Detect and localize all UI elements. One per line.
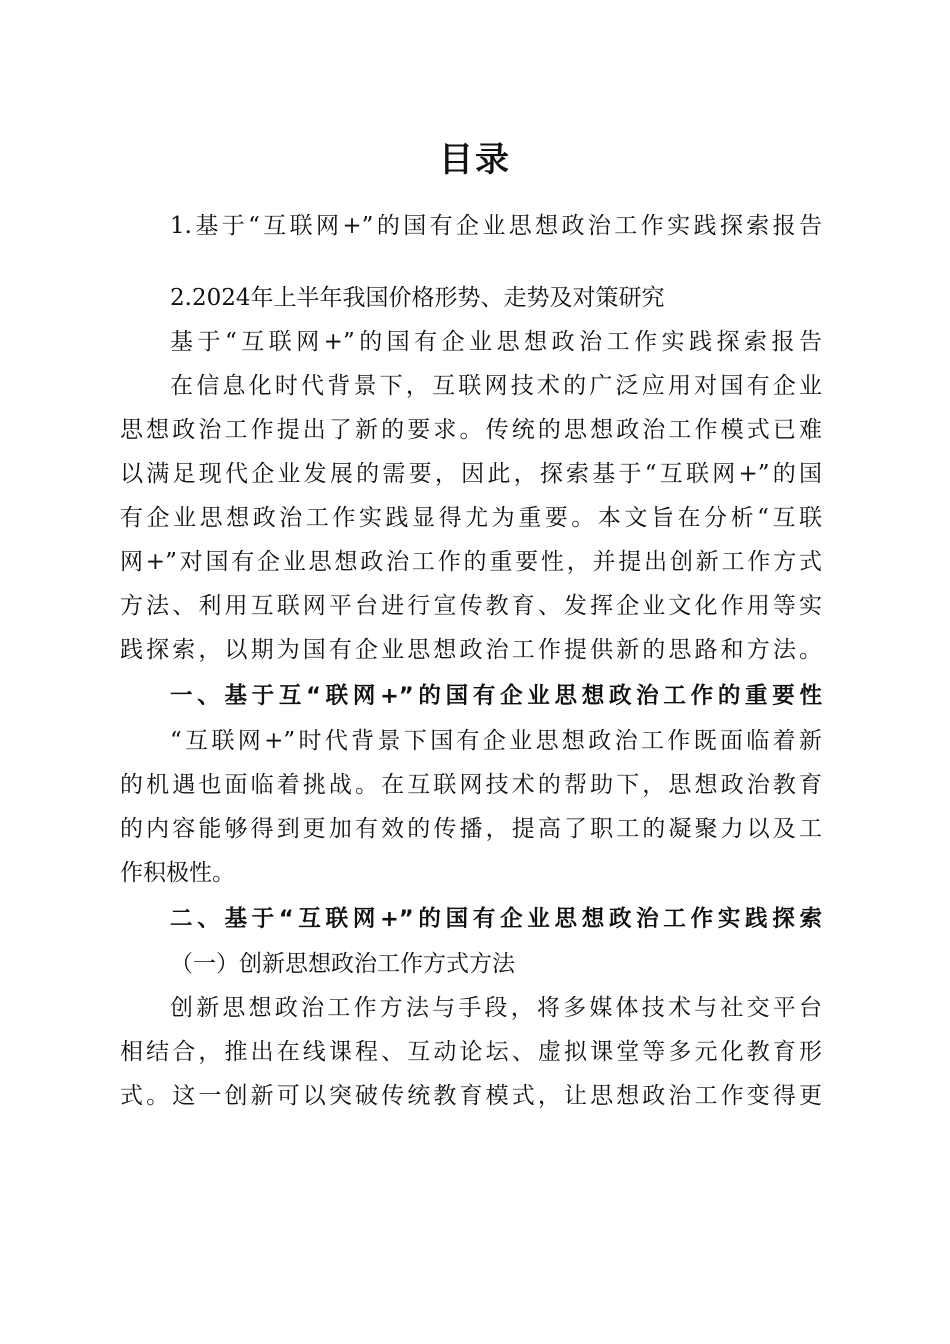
- section-2-heading: 二、基于“互联网+”的国有企业思想政治工作实践探索: [170, 906, 822, 932]
- section-1-line-2: 的机遇也面临着挑战。在互联网技术的帮助下，思想政治教育: [120, 772, 822, 798]
- intro-line-7: 践探索，以期为国有企业思想政治工作提供新的思路和方法。: [120, 637, 822, 663]
- section-1-heading: 一、基于互“联网+”的国有企业思想政治工作的重要性: [170, 683, 822, 709]
- intro-line-1: 在信息化时代背景下，互联网技术的广泛应用对国有企业: [170, 373, 822, 399]
- toc-item-2: 2.2024年上半年我国价格形势、走势及对策研究: [170, 285, 665, 311]
- subsection-1-line-3: 式。这一创新可以突破传统教育模式，让思想政治工作变得更: [120, 1083, 822, 1109]
- article-title: 基于“互联网+”的国有企业思想政治工作实践探索报告: [170, 329, 822, 355]
- toc-item-1: 1.基于“互联网+”的国有企业思想政治工作实践探索报告: [170, 213, 822, 239]
- intro-line-5: 网+”对国有企业思想政治工作的重要性，并提出创新工作方式: [120, 549, 822, 575]
- section-1-line-3: 的内容能够得到更加有效的传播，提高了职工的凝聚力以及工: [120, 816, 822, 842]
- section-1-line-4: 作积极性。: [120, 860, 235, 886]
- intro-line-3: 以满足现代企业发展的需要，因此，探索基于“互联网+”的国: [120, 461, 822, 487]
- subsection-1-line-2: 相结合，推出在线课程、互动论坛、虚拟课堂等多元化教育形: [120, 1039, 822, 1065]
- subsection-1-line-1: 创新思想政治工作方法与手段，将多媒体技术与社交平台: [170, 995, 822, 1021]
- page-title: 目录: [439, 140, 511, 180]
- intro-line-4: 有企业思想政治工作实践显得尤为重要。本文旨在分析“互联: [120, 505, 822, 531]
- intro-line-2: 思想政治工作提出了新的要求。传统的思想政治工作模式已难: [120, 417, 822, 443]
- intro-line-6: 方法、利用互联网平台进行宣传教育、发挥企业文化作用等实: [120, 593, 822, 619]
- subsection-1-heading: （一）创新思想政治工作方式方法: [170, 951, 515, 977]
- section-1-line-1: “互联网+”时代背景下国有企业思想政治工作既面临着新: [170, 728, 822, 754]
